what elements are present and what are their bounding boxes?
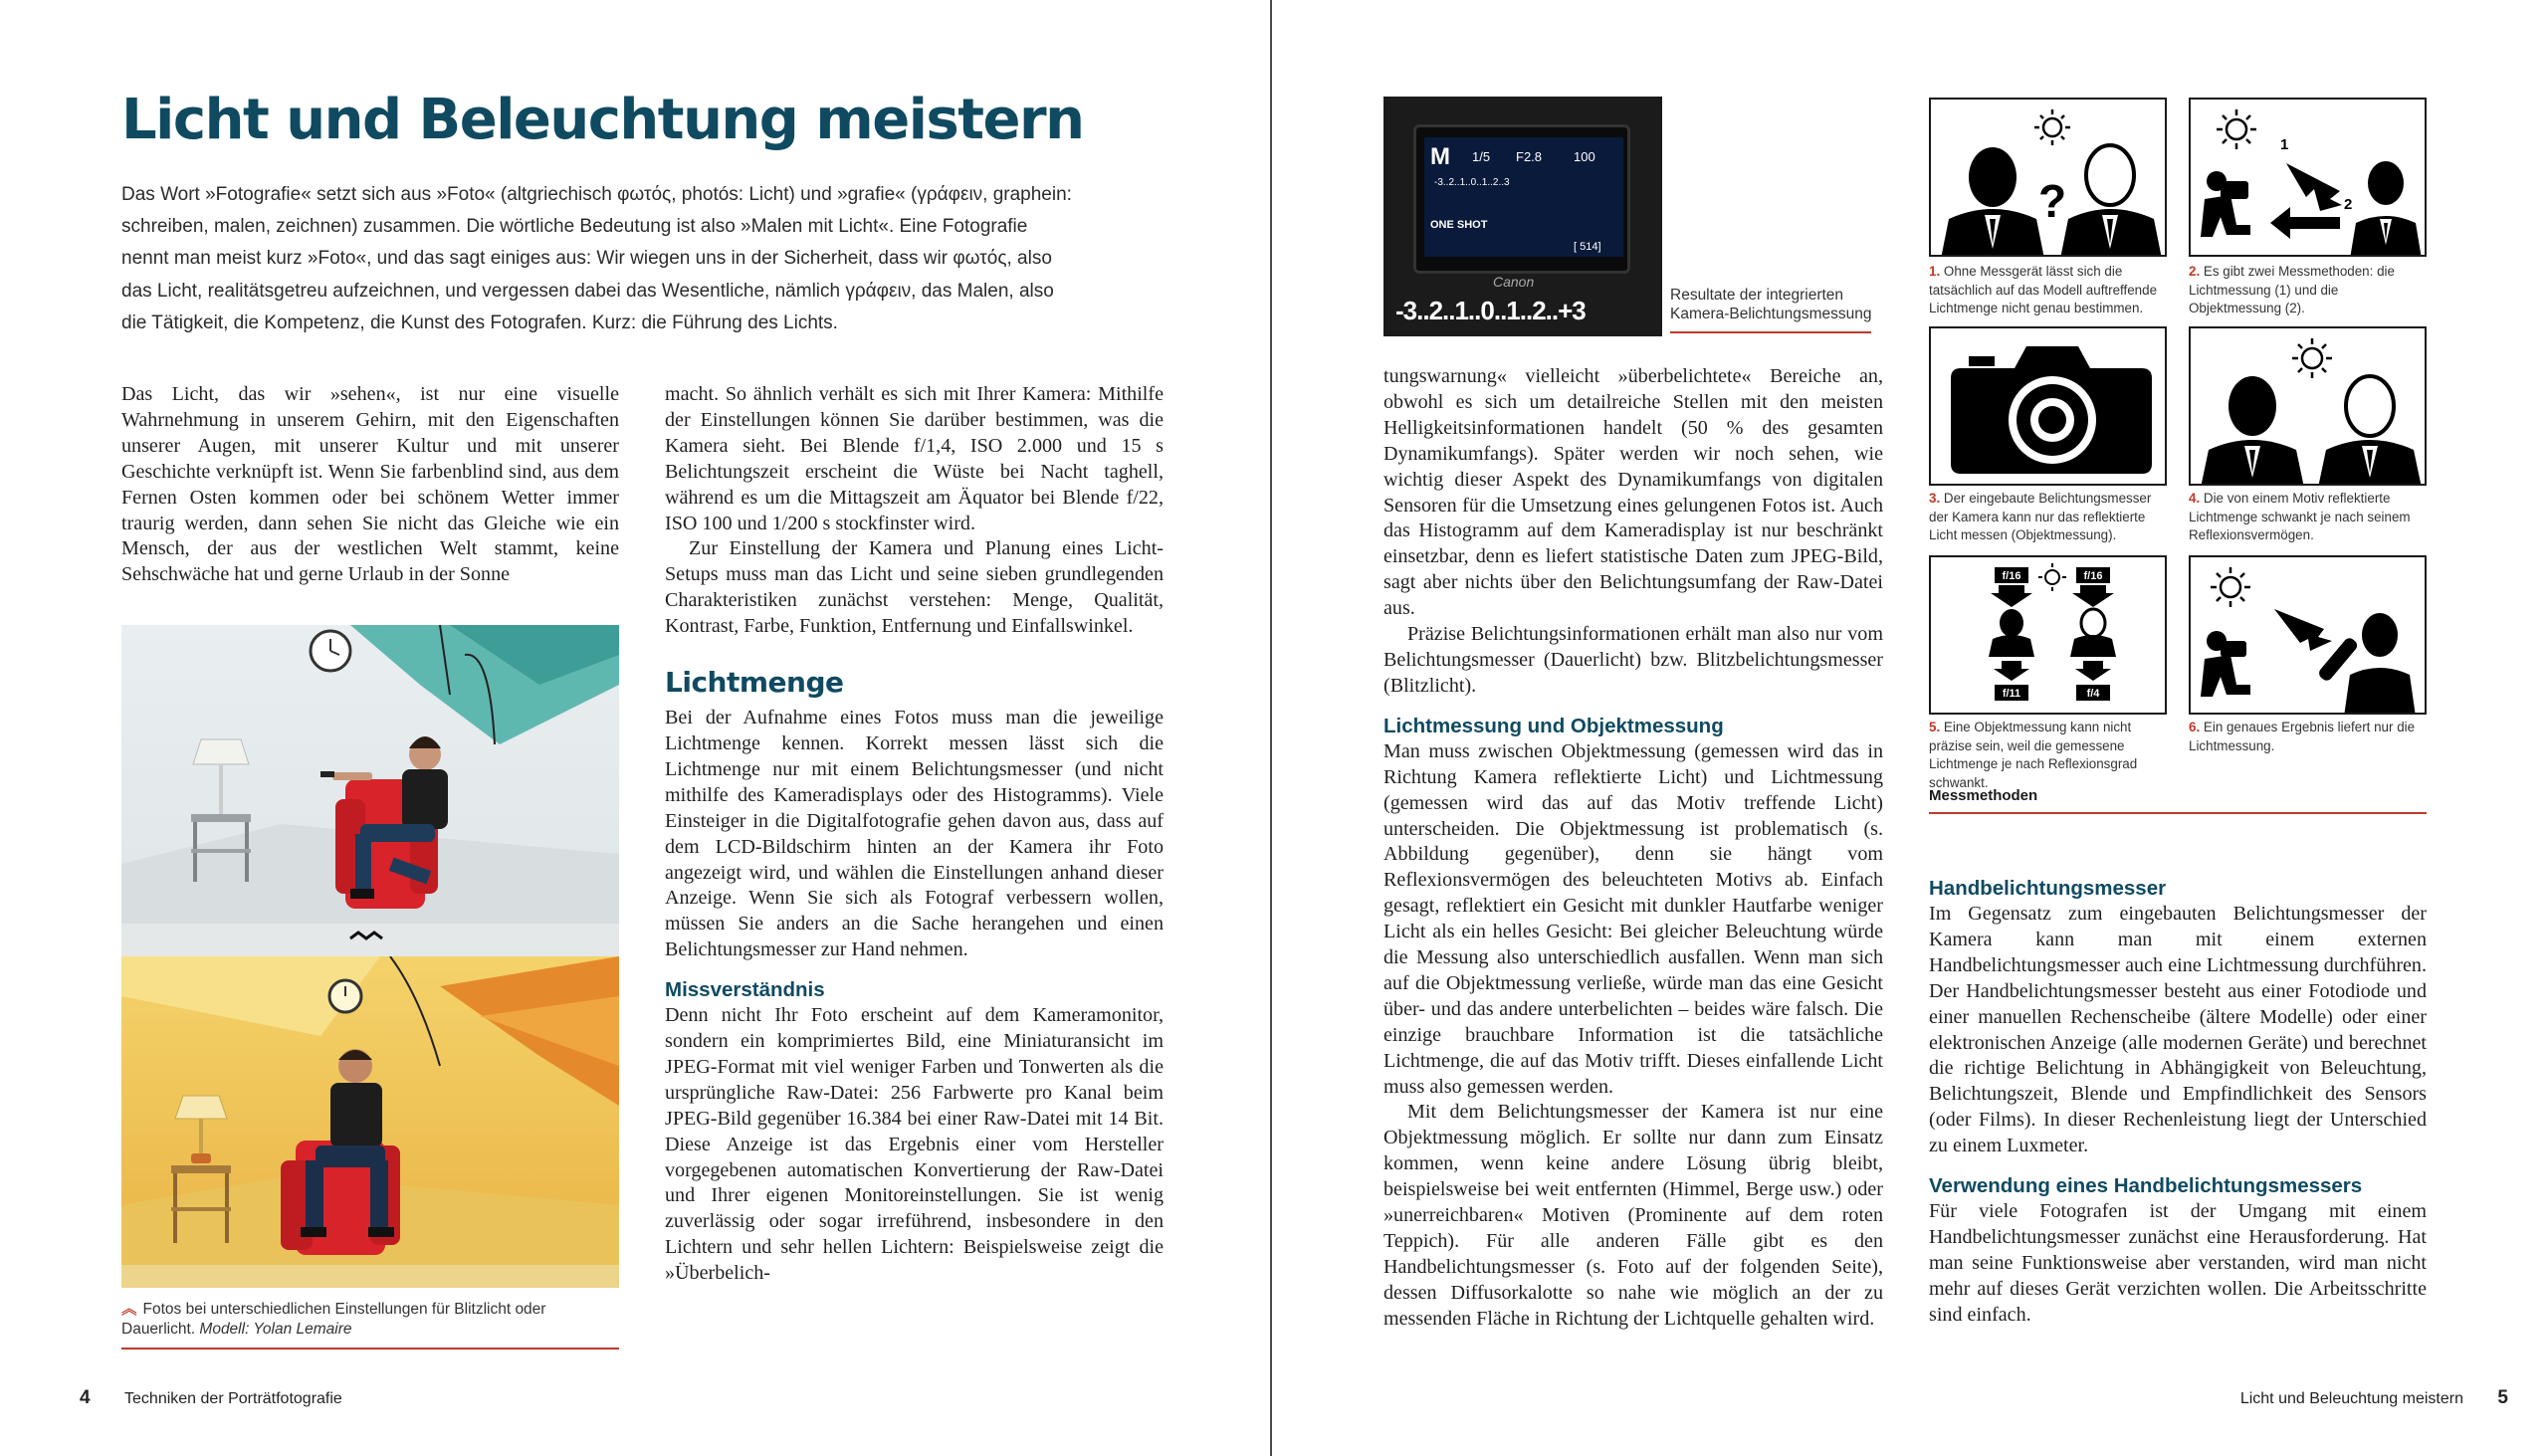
running-title: Licht und Beleuchtung meistern bbox=[2239, 1390, 2463, 1407]
camera-caption bbox=[1670, 286, 1871, 323]
camera-caption-rule bbox=[1670, 331, 1871, 333]
intro-paragraph bbox=[121, 179, 1077, 339]
heading-verwendung: Verwendung eines Handbelichtungsmessers bbox=[1929, 1174, 2363, 1198]
camera-scale: -3..2..1..0..1..2..3 bbox=[1434, 177, 1510, 188]
left-column-2 bbox=[665, 382, 1164, 1287]
camera-iso: 100 bbox=[1574, 149, 1595, 164]
method-caption-3 bbox=[1929, 490, 2173, 545]
figure-title: Messmethoden bbox=[1929, 787, 2038, 804]
method-icon-5 bbox=[1929, 555, 2167, 715]
heading-lichtmenge: Lichtmenge bbox=[665, 666, 844, 700]
caption-text: Eine Objektmessung kann nicht präzise sein, weil die gemessene Lichtmenge je nach Reflexionsgrad schwankt. bbox=[1929, 720, 2138, 790]
body-paragraph: Das Licht, das wir »sehen«, ist nur eine visuelle Wahrnehmung in unserem Gehirn, mit den Eigenschaften unserer Augen, mit unserer Kultur und mit unserer Geschichte verknüpft ist. Wenn Sie farbenblind sind, aus dem Fernen Osten kommen oder bei schönem Wetter immer traurig werden, dann sehen Sie nicht das Gleiche wie ein Mensch, der aus der westlichen Welt stammt, keine Sehschwäche hat und gerne Urlaub in der Sonne bbox=[121, 383, 619, 586]
caption-number: 2. bbox=[2189, 264, 2201, 279]
caret-up-icon: ︽ bbox=[121, 1301, 137, 1318]
intro-line: das Licht, realitätsgetreu aufzeichnen, und vergessen dabei das Wesentliche, nämlich γράφειν, das Malen, also bbox=[121, 280, 1054, 302]
camera-mode: M bbox=[1430, 143, 1450, 170]
method-icon-6 bbox=[2189, 555, 2427, 715]
camera-shots: [ 514] bbox=[1574, 241, 1601, 253]
body-paragraph: macht. So ähnlich verhält es sich mit Ihrer Kamera: Mithilfe der Einstellungen können Sie darüber bestimmen, was die Kamera sieht. Bei Blende f/1,4, ISO 2.000 und 15 s Belichtungszeit erscheint die Wüste bei Nacht taghell, während es um die Mittagszeit am Äquator bei Blende f/22, ISO 100 und 1/200 s stockfinster wird. bbox=[665, 383, 1164, 534]
method-icon-4 bbox=[2189, 326, 2427, 486]
running-title: Techniken der Porträtfotografie bbox=[124, 1390, 342, 1407]
footer-right bbox=[2240, 1387, 2508, 1409]
body-paragraph: Bei der Aufnahme eines Fotos muss man die jeweilige Lichtmenge kennen. Korrekt messen lässt sich die Lichtmenge nur mit einem Belichtungsmesser (und nicht mithilfe des Kameradisplays oder des Histogramms). Viele Einsteiger in die Digitalfotografie gehen davon aus, dass auf dem LCD-Bildschirm hinten an der Kamera ihr Foto angezeigt wird, und wählen die Einstellungen anhand dieser Anzeige. Wenn Sie sich als Fotograf verbessern wollen, müssen Sie anders an die Sache herangehen und einen Belichtungsmesser zur Hand nehmen. bbox=[665, 707, 1164, 961]
camera-lcd-screen bbox=[1424, 137, 1623, 257]
camera-icon bbox=[1931, 328, 2167, 486]
heading-lichtmessung: Lichtmessung und Objektmessung bbox=[1383, 714, 1724, 737]
incident-light-icon bbox=[2191, 557, 2427, 715]
camera-shutter: 1/5 bbox=[1472, 149, 1491, 164]
two-methods-icon bbox=[2191, 100, 2427, 257]
caption-credit: Modell: Yolan Lemaire bbox=[199, 1321, 352, 1338]
reflectance-icon bbox=[2191, 328, 2427, 486]
camera-caption-line: Resultate der integrierten bbox=[1670, 287, 1844, 304]
camera-aperture: F2.8 bbox=[1516, 149, 1543, 164]
caption-number: 3. bbox=[1929, 491, 1941, 506]
method-icon-1 bbox=[1929, 98, 2167, 257]
photo-yellow-illustration bbox=[121, 956, 619, 1288]
fstop-label: f/16 bbox=[2083, 570, 2103, 582]
left-page bbox=[0, 0, 1272, 1456]
reflection-measure-icon bbox=[1931, 557, 2167, 715]
body-paragraph: tungswarnung« vielleicht »überbelichtete« Bereiche an, obwohl es sich um detailreiche Stellen mit den meisten Helligkeitsinformationen handelt (50 % des gesamten Dynamikumfangs). Später werden wir noch sehen, wie wichtig dieser Aspekt des Dynamikumfangs von digitalen Sensoren für die Umsetzung eines gelungenen Fotos ist. Auch das Histogramm auf dem Kameradisplay ist nur beschränkt einsetzbar, denn es liefert statistische Daten zum JPEG-Bild, sagt aber nichts über den Belichtungsumfang der Raw-Datei aus. bbox=[1383, 365, 1883, 620]
caption-text: Die von einem Motiv reflektierte Lichtmenge schwankt je nach seinem Reflexionsvermögen. bbox=[2189, 491, 2411, 542]
portrait-photo-teal bbox=[121, 625, 619, 956]
caption-text: Der eingebaute Belichtungsmesser der Kamera kann nur das reflektierte Licht messen (Objektmessung). bbox=[1929, 491, 2152, 542]
method-caption-1 bbox=[1929, 263, 2173, 318]
heading-handbelichtungsmesser: Handbelichtungsmesser bbox=[1929, 877, 2167, 900]
camera-meter-scale: -3..2..1..0..1..2..+3 bbox=[1395, 296, 1586, 325]
method-caption-5 bbox=[1929, 719, 2173, 792]
arrow-label-2: 2 bbox=[2344, 196, 2353, 213]
intro-line: schreiben, malen, zeichnen) zusammen. Die wörtliche Bedeutung ist also »Malen mit Licht«. Eine Fotografie bbox=[121, 216, 1028, 238]
photo-teal-illustration bbox=[121, 625, 619, 956]
caption-number: 4. bbox=[2189, 491, 2201, 506]
caption-number: 6. bbox=[2189, 720, 2201, 734]
right-page bbox=[1274, 0, 2548, 1456]
page-number: 5 bbox=[2497, 1387, 2508, 1408]
body-paragraph: Im Gegensatz zum eingebauten Belichtungsmesser der Kamera kann man mit einem externen Handbelichtungsmesser auch eine Lichtmessung durchführen. Der Handbelichtungsmesser besteht aus einer Fotodiode und einer manuellen Rechenscheibe (ältere Modelle) oder einer elektronischen Anzeige (alle modernen Geräte) und berechnet die richtige Belichtung in Abhängigkeit von Beleuchtung, Belichtungszeit, Blende und Empfindlichkeit des Sensors (oder Films). In dieser Rechenleistung liegt der Unterschied zu einem Luxmeter. bbox=[1929, 903, 2427, 1157]
footer-left bbox=[80, 1387, 342, 1409]
photo-caption bbox=[121, 1300, 619, 1340]
intro-line: Das Wort »Fotografie« setzt sich aus »Foto« (altgriechisch φωτός, photós: Licht) und »grafie« (γράφειν, graphein: bbox=[121, 184, 1072, 205]
heading-missverstaendnis: Missverständnis bbox=[665, 978, 825, 1002]
fstop-label: f/4 bbox=[2086, 688, 2100, 700]
method-caption-2 bbox=[2189, 263, 2433, 318]
camera-af-mode: ONE SHOT bbox=[1430, 219, 1488, 231]
caption-text: Ohne Messgerät lässt sich die tatsächlich auf das Modell auftreffende Lichtmenge nicht genau bestimmen. bbox=[1929, 264, 2158, 315]
fstop-label: f/16 bbox=[2002, 570, 2021, 582]
caption-number: 1. bbox=[1929, 264, 1941, 279]
body-paragraph: Man muss zwischen Objektmessung (gemessen wird das in Richtung Kamera reflektierte Licht) und Lichtmessung (gemessen wird das auf das Motiv treffende Licht) unterscheiden. Die Objektmessung ist problematisch (s. Abbildung gegenüber), denn sie hängt vom Reflexionsvermögen des beleuchteten Motivs ab. Einfach gesagt, reflektiert ein Gesicht mit dunkler Hautfarbe weniger Licht als ein helles Gesicht: Bei gleicher Beleuchtung würde die Messung also unterschiedlich ausfallen. Wenn man sich auf die Objektmessung verließe, würde man das eine Gesicht über- und das andere unterbelichten – beides wäre falsch. Die einzige brauchbare Information ist die tatsächliche Lichtmenge, die auf das Motiv trifft. Dieses einfallende Licht muss also gemessen werden. bbox=[1383, 739, 1883, 1098]
camera-display-photo bbox=[1383, 97, 1662, 336]
camera-lcd bbox=[1413, 124, 1630, 274]
unknown-light-icon bbox=[1931, 100, 2167, 257]
arrow-label-1: 1 bbox=[2280, 136, 2289, 153]
camera-brand: Canon bbox=[1493, 274, 1535, 290]
page-number: 4 bbox=[80, 1387, 91, 1408]
intro-line: nennt man meist kurz »Foto«, und das sagt einiges aus: Wir wiegen uns in der Sicherheit, dass wir φωτός, also bbox=[121, 248, 1052, 270]
caption-text: Fotos bei unterschiedlichen Einstellungen für Blitzlicht oder Dauerlicht. bbox=[121, 1301, 546, 1338]
figure-rule bbox=[1929, 812, 2427, 814]
caption-number: 5. bbox=[1929, 720, 1941, 734]
page-title: Licht und Beleuchtung meistern bbox=[121, 88, 1084, 152]
caption-rule bbox=[121, 1348, 619, 1350]
body-paragraph: Zur Einstellung der Kamera und Planung eines Licht-Setups muss man das Licht und seine sieben grundlegenden Charakteristiken zunächst verstehen: Menge, Qualität, Kontrast, Farbe, Funktion, Entfernung und Einfallswinkel. bbox=[665, 537, 1164, 638]
caption-text: Es gibt zwei Messmethoden: die Lichtmessung (1) und die Objektmessung (2). bbox=[2189, 264, 2395, 315]
intro-line: die Tätigkeit, die Kompetenz, die Kunst des Fotografen. Kurz: die Führung des Lichts. bbox=[121, 312, 838, 333]
method-caption-4 bbox=[2189, 490, 2433, 545]
method-caption-6 bbox=[2189, 719, 2433, 755]
camera-caption-line: Kamera-Belichtungsmessung bbox=[1670, 306, 1872, 322]
body-paragraph: Präzise Belichtungsinformationen erhält man also nur vom Belichtungsmesser (Dauerlicht) bzw. Blitzbelichtungsmesser (Blitzlicht). bbox=[1383, 623, 1883, 697]
right-column-1 bbox=[1383, 364, 1883, 1333]
fstop-label: f/11 bbox=[2002, 688, 2021, 700]
caption-text: Ein genaues Ergebnis liefert nur die Lichtmessung. bbox=[2189, 720, 2416, 753]
method-icon-2 bbox=[2189, 98, 2427, 257]
svg-text:?: ? bbox=[2038, 175, 2067, 227]
right-column-2 bbox=[1929, 876, 2427, 1329]
body-paragraph: Denn nicht Ihr Foto erscheint auf dem Kameramonitor, sondern ein komprimiertes Bild, eine Miniaturansicht im JPEG-Format mit viel weniger Farben und Tonwerten als die ursprüngliche Raw-Datei: 256 Farbwerte pro Kanal beim JPEG-Bild gegenüber 16.384 bei einer Raw-Datei mit 14 Bit. Diese Anzeige ist das Ergebnis einer vom Hersteller vorgegebenen automatischen Konvertierung der Raw-Datei und Ihrer eigenen Monitoreinstellungen. Sie ist wenig zuverlässig oder sogar irreführend, insbesondere in den Lichtern und sehr hellen Lichtern: Beispielsweise zeigt die »Überbelich- bbox=[665, 1004, 1164, 1285]
portrait-photo-yellow bbox=[121, 956, 619, 1288]
left-column-1 bbox=[121, 382, 619, 588]
method-icon-3 bbox=[1929, 326, 2167, 486]
body-paragraph: Mit dem Belichtungsmesser der Kamera ist nur eine Objektmessung möglich. Er sollte nur dann zum Einsatz kommen, wenn keine andere Lösung übrig bleibt, beispielsweise bei weit entfernten (Himmel, Berge usw.) oder »unerreichbaren« Motiven (Prominente auf dem roten Teppich). Für alle anderen Fälle gibt es den Handbelichtungsmesser (s. Foto auf der folgenden Seite), dessen Diffusorkalotte so nahe wie möglich an der zu messenden Fläche in Richtung der Lichtquelle gehalten wird. bbox=[1383, 1101, 1883, 1330]
body-paragraph: Für viele Fotografen ist der Umgang mit einem Handbelichtungsmesser zunächst eine Herausforderung. Hat man seine Funktionsweise aber verstanden, wird man nicht mehr auf dieses Gerät verzichten wollen. Die Arbeitsschritte sind einfach. bbox=[1929, 1200, 2427, 1326]
